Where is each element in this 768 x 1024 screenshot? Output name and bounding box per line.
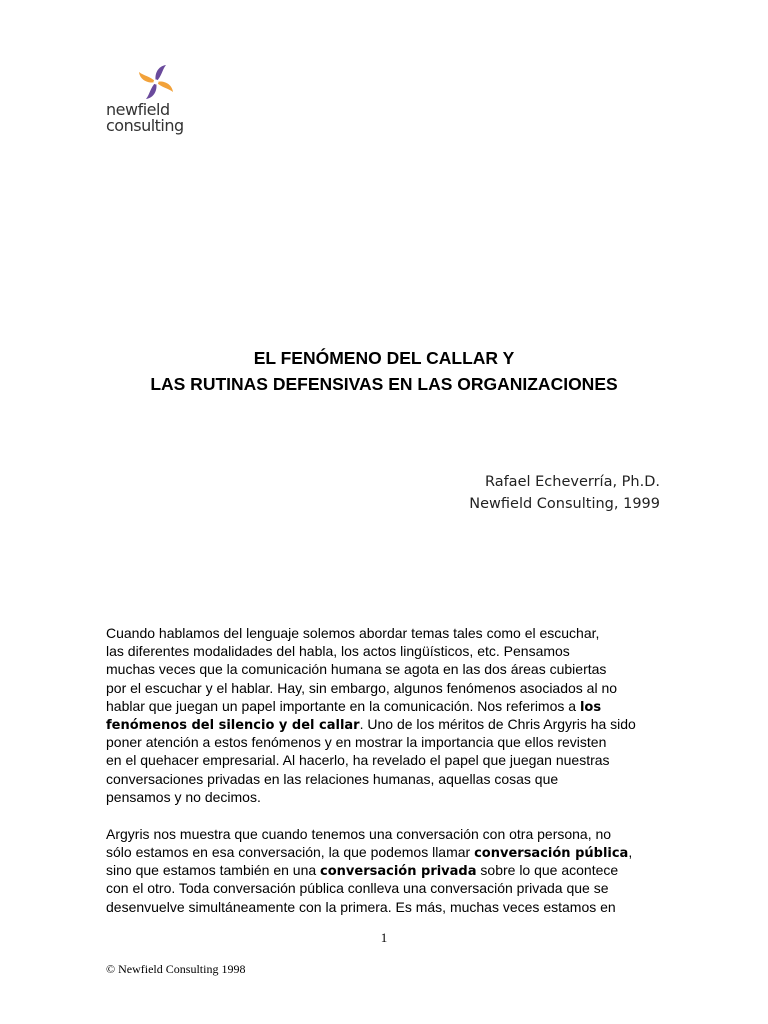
bold-term: los: [579, 699, 602, 715]
text-line: [106, 697, 666, 715]
newfield-logo: [106, 62, 206, 140]
pinwheel-logo-icon: [136, 62, 176, 102]
page-number: 1: [380, 930, 388, 945]
text-line: Cuando hablamos del lenguaje solemos abordar temas tales como el escuchar,: [106, 625, 600, 641]
copyright-notice: © Newfield Consulting 1998: [106, 962, 246, 976]
paragraph-2: [106, 825, 666, 916]
text-span: hablar que juegan un papel importante en la comunicación. Nos referimos a: [106, 697, 580, 714]
text-span: sino que estamos también en una: [106, 862, 321, 879]
text-line: poner atención a estos fenómenos y en mostrar la importancia que ellos revisten: [106, 734, 607, 751]
author-name: Rafael Echeverría, Ph.D.: [484, 474, 660, 490]
bold-term: fenómenos del silencio y del callar: [106, 717, 360, 733]
title-line-1: EL FENÓMENO DEL CALLAR Y: [253, 348, 515, 368]
text-line: las diferentes modalidades del habla, los actos lingüísticos, etc. Pensamos: [106, 643, 570, 660]
text-line: en el quehacer empresarial. Al hacerlo, ha revelado el papel que juegan nuestras: [106, 752, 610, 769]
text-line: desenvuelve simultáneamente con la primera. Es más, muchas veces estamos en: [106, 898, 616, 915]
document-title: [0, 345, 768, 397]
text-span: sólo estamos en esa conversación, la que podemos llamar: [106, 844, 475, 861]
bold-term: conversación pública: [474, 846, 629, 862]
text-span: . Uno de los méritos de Chris Argyris ha sido: [359, 715, 636, 732]
text-line: conversaciones privadas en las relaciones humanas, aquellas cosas que: [106, 770, 559, 787]
logo-text-newfield: newfield: [106, 100, 170, 119]
text-line: pensamos y no decimos.: [106, 788, 261, 805]
author-block: [469, 471, 660, 515]
text-line: con el otro. Toda conversación pública conlleva una conversación privada que se: [106, 880, 609, 897]
text-span: ,: [628, 844, 633, 861]
body-text: [106, 624, 666, 916]
text-line: [106, 861, 666, 879]
text-span: sobre lo que acontece: [476, 862, 619, 879]
bold-term: conversación privada: [320, 864, 477, 880]
title-line-2: LAS RUTINAS DEFENSIVAS EN LAS ORGANIZACIONES: [150, 374, 618, 394]
text-line: muchas veces que la comunicación humana se agota en las dos áreas cubiertas: [106, 661, 607, 678]
text-line: por el escuchar y el hablar. Hay, sin embargo, algunos fenómenos asociados al no: [106, 679, 618, 696]
paragraph-1: [106, 624, 666, 806]
text-line: Argyris nos muestra que cuando tenemos una conversación con otra persona, no: [106, 825, 612, 842]
author-organization: Newfield Consulting, 1999: [469, 496, 660, 512]
text-line: [106, 843, 666, 861]
logo-text-consulting: consulting: [106, 116, 184, 135]
text-line: [106, 715, 666, 733]
